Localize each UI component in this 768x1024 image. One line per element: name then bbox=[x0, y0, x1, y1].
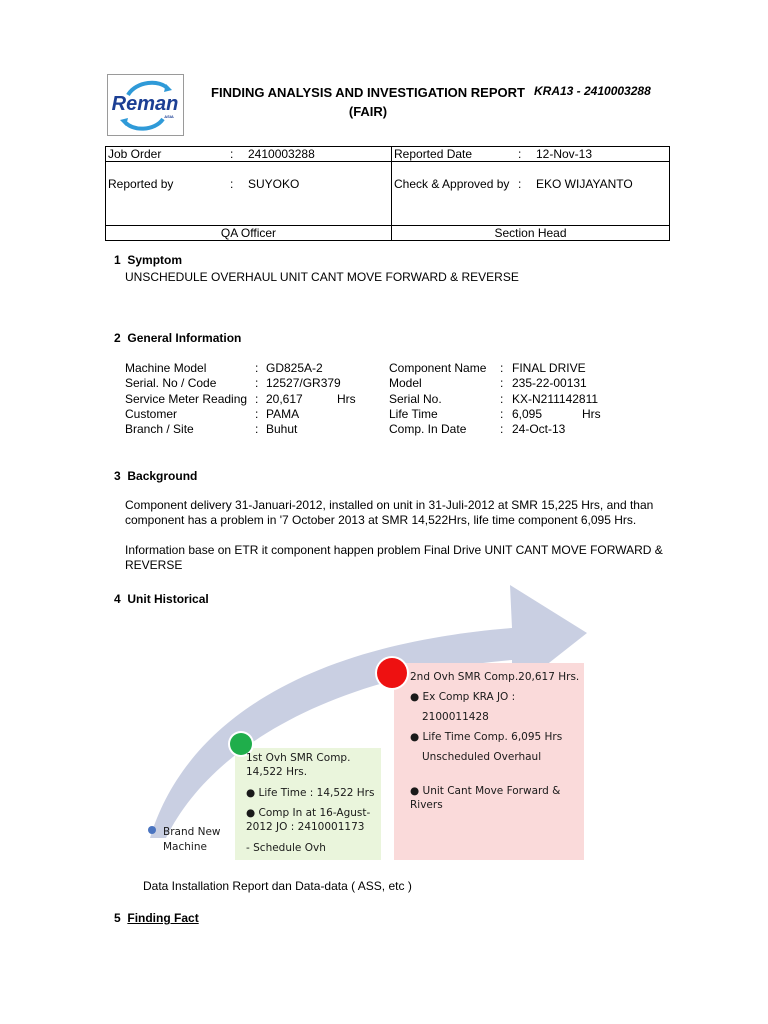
general-title: General Information bbox=[127, 331, 242, 345]
colon: : bbox=[255, 391, 259, 406]
historical-number: 4 bbox=[114, 592, 121, 606]
background-title: Background bbox=[127, 469, 198, 483]
bullet-icon: ● bbox=[410, 691, 420, 703]
gi-unit: Hrs bbox=[337, 391, 356, 406]
colon: : bbox=[255, 376, 259, 391]
svg-text:ASIA: ASIA bbox=[164, 114, 174, 119]
qa-officer-role: QA Officer bbox=[106, 226, 392, 241]
first-ovh-bullet1 bbox=[246, 786, 374, 800]
first-ovh-line1: 1st Ovh SMR Comp. bbox=[246, 752, 351, 764]
colon: : bbox=[518, 177, 522, 191]
gi-label: Model bbox=[389, 376, 422, 391]
second-ovh-bullet2-line2: Unscheduled Overhaul bbox=[422, 751, 542, 763]
gi-label: Serial No. bbox=[389, 391, 442, 406]
reported-by-label: Reported by bbox=[108, 177, 174, 191]
report-title-line2: (FAIR) bbox=[348, 104, 388, 119]
gi-value: GD825A-2 bbox=[266, 361, 323, 375]
approved-by-label: Check & Approved by bbox=[394, 177, 510, 191]
first-ovh-bullet2-line1: Comp In at 16-Agust- bbox=[258, 807, 371, 819]
second-ovh-bullet1-line1: Ex Comp KRA JO : bbox=[422, 691, 516, 703]
symptom-title: Symptom bbox=[127, 253, 183, 267]
kra-number: KRA13 - 2410003288 bbox=[534, 84, 651, 98]
second-ovh-bullet2-line1: Life Time Comp. 6,095 Hrs bbox=[422, 731, 563, 743]
first-ovh-line2: 14,522 Hrs. bbox=[246, 766, 308, 778]
colon: : bbox=[500, 422, 504, 437]
colon: : bbox=[230, 147, 234, 161]
brand-new-line2: Machine bbox=[163, 841, 207, 853]
background-p1-line1: Component delivery 31-Januari-2012, installed on unit in 31-Juli-2012 at SMR 15,225 Hrs, and than bbox=[125, 498, 654, 512]
first-ovh-text bbox=[246, 751, 374, 855]
gi-value: 24-Oct-13 bbox=[512, 422, 566, 437]
finding-number: 5 bbox=[114, 911, 121, 925]
reported-date-value: 12-Nov-13 bbox=[536, 147, 593, 161]
general-number: 2 bbox=[114, 331, 121, 345]
finding-title: Finding Fact bbox=[127, 911, 199, 925]
gi-value: 6,095 bbox=[512, 406, 543, 421]
colon: : bbox=[500, 391, 504, 406]
colon: : bbox=[500, 376, 504, 391]
job-order-label: Job Order bbox=[108, 147, 162, 161]
colon: : bbox=[500, 406, 504, 421]
second-ovh-bullet3-line2: Rivers bbox=[410, 799, 443, 811]
background-number: 3 bbox=[114, 469, 121, 483]
historical-caption: Data Installation Report dan Data-data ( ASS, etc ) bbox=[143, 879, 412, 893]
report-title-line1: FINDING ANALYSIS AND INVESTIGATION REPORT bbox=[211, 85, 525, 100]
section-head-role: Section Head bbox=[392, 226, 670, 241]
first-ovh-extra: - Schedule Ovh bbox=[246, 842, 326, 854]
colon: : bbox=[255, 361, 259, 375]
background-p2-line2: REVERSE bbox=[125, 558, 183, 572]
gi-value: 20,617 bbox=[266, 391, 303, 406]
second-ovh-bullet3 bbox=[410, 784, 579, 798]
reported-date-label: Reported Date bbox=[394, 147, 473, 161]
gi-label: Comp. In Date bbox=[389, 422, 467, 437]
second-ovh-title: 2nd Ovh SMR Comp.20,617 Hrs. bbox=[410, 671, 580, 683]
gi-label: Component Name bbox=[389, 361, 487, 375]
gi-value: FINAL DRIVE bbox=[512, 361, 586, 375]
bullet-icon: ● bbox=[410, 731, 420, 743]
brand-new-label bbox=[163, 825, 221, 855]
brand-new-line1: Brand New bbox=[163, 826, 221, 838]
historical-title: Unit Historical bbox=[127, 592, 209, 606]
colon: : bbox=[500, 361, 504, 375]
reported-by-value: SUYOKO bbox=[248, 177, 300, 191]
finding-heading bbox=[114, 911, 199, 925]
first-ovh-bullet2-line2: 2012 JO : 2410001173 bbox=[246, 821, 365, 833]
second-ovh-marker bbox=[377, 658, 407, 688]
symptom-number: 1 bbox=[114, 253, 121, 267]
second-ovh-bullet1-line2: 2100011428 bbox=[422, 711, 489, 723]
second-ovh-bullet3-line1: Unit Cant Move Forward & bbox=[422, 785, 561, 797]
gi-value: 235-22-00131 bbox=[512, 376, 587, 391]
second-ovh-bullet2 bbox=[410, 730, 579, 744]
bullet-icon: ● bbox=[410, 785, 420, 797]
first-ovh-bullet1-text: Life Time : 14,522 Hrs bbox=[258, 787, 375, 799]
svg-text:Reman: Reman bbox=[111, 93, 179, 115]
brand-new-marker bbox=[148, 826, 156, 834]
colon: : bbox=[518, 147, 522, 161]
colon: : bbox=[230, 177, 234, 191]
job-order-value: 2410003288 bbox=[248, 147, 315, 161]
first-ovh-bullet2 bbox=[246, 806, 374, 820]
gi-value: 12527/GR379 bbox=[266, 376, 341, 391]
gi-unit: Hrs bbox=[582, 406, 601, 421]
approved-by-value: EKO WIJAYANTO bbox=[536, 177, 633, 191]
gi-value: KX-N211142811 bbox=[512, 391, 599, 406]
second-ovh-bullet1 bbox=[410, 690, 579, 704]
symptom-text: UNSCHEDULE OVERHAUL UNIT CANT MOVE FORWARD & REVERSE bbox=[125, 270, 519, 284]
gi-label: Customer bbox=[125, 406, 178, 421]
gi-label: Machine Model bbox=[125, 361, 207, 375]
gi-value: Buhut bbox=[266, 422, 298, 437]
gi-label: Service Meter Reading bbox=[125, 391, 248, 406]
background-p1-line2: component has a problem in '7 October 2013 at SMR 14,522Hrs, life time component 6,095 Hrs. bbox=[125, 513, 637, 527]
gi-label: Life Time bbox=[389, 406, 438, 421]
bullet-icon: ● bbox=[246, 787, 256, 799]
background-p2-line1: Information base on ETR it component happen problem Final Drive UNIT CANT MOVE FORWARD & bbox=[125, 543, 663, 557]
second-ovh-text bbox=[410, 670, 579, 812]
gi-value: PAMA bbox=[266, 406, 300, 421]
gi-label: Branch / Site bbox=[125, 422, 194, 437]
colon: : bbox=[255, 406, 259, 421]
colon: : bbox=[255, 422, 259, 437]
bullet-icon: ● bbox=[246, 807, 256, 819]
gi-label: Serial. No / Code bbox=[125, 376, 217, 391]
